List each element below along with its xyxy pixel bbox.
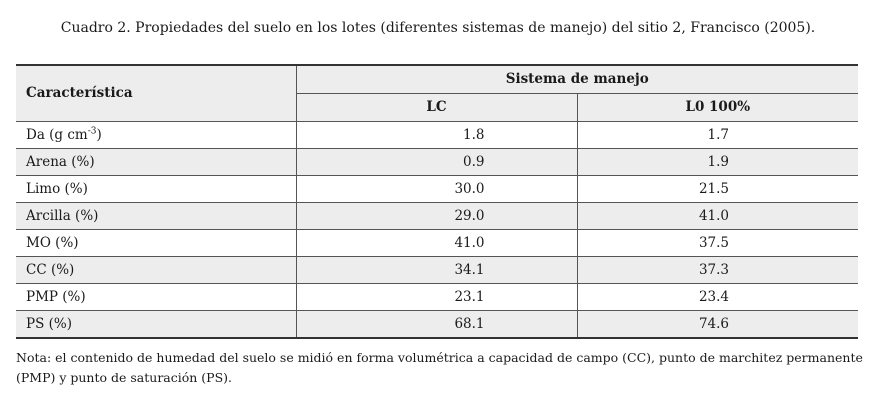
table-row (16, 311, 858, 339)
row-label: Limo (%) (16, 176, 296, 203)
soil-properties-table (16, 64, 858, 339)
table-row (16, 284, 858, 311)
table-row (16, 122, 858, 149)
cell-lc: 23.1 (296, 284, 577, 311)
table-row (16, 203, 858, 230)
cell-l0: 1.9 (577, 149, 858, 176)
cell-l0: 23.4 (577, 284, 858, 311)
row-label: PS (%) (16, 311, 296, 339)
cell-l0: 21.5 (577, 176, 858, 203)
cell-lc: 68.1 (296, 311, 577, 339)
table-footnote: Nota: el contenido de humedad del suelo se midió en forma volumétrica a capacidad de campo (CC), punto de marchitez permanente (PMP) y punto de saturación (PS). (16, 350, 863, 385)
row-label: Arena (%) (16, 149, 296, 176)
row-label: Arcilla (%) (16, 203, 296, 230)
row-label: CC (%) (16, 257, 296, 284)
cell-l0: 41.0 (577, 203, 858, 230)
table-caption: Cuadro 2. Propiedades del suelo en los lotes (diferentes sistemas de manejo) del sitio 2, Francisco (2005). (60, 20, 816, 36)
cell-l0: 37.3 (577, 257, 858, 284)
cell-lc: 1.8 (296, 122, 577, 149)
cell-lc: 0.9 (296, 149, 577, 176)
table-row (16, 176, 858, 203)
soil-properties-table-container (16, 64, 858, 339)
table-row (16, 257, 858, 284)
cell-lc: 30.0 (296, 176, 577, 203)
row-label: Da (g $cm^{-3}$) (16, 122, 296, 149)
row-label: PMP (%) (16, 284, 296, 311)
header-l0-100: L0 100% (577, 94, 858, 122)
cell-l0: 37.5 (577, 230, 858, 257)
table-row (16, 149, 858, 176)
header-characteristic: Característica (16, 65, 296, 122)
cell-lc: 41.0 (296, 230, 577, 257)
cell-l0: 1.7 (577, 122, 858, 149)
table-row (16, 230, 858, 257)
cell-lc: 29.0 (296, 203, 577, 230)
row-label: MO (%) (16, 230, 296, 257)
cell-lc: 34.1 (296, 257, 577, 284)
cell-l0: 74.6 (577, 311, 858, 339)
header-management-system: Sistema de manejo (296, 65, 858, 94)
header-lc: LC (296, 94, 577, 122)
